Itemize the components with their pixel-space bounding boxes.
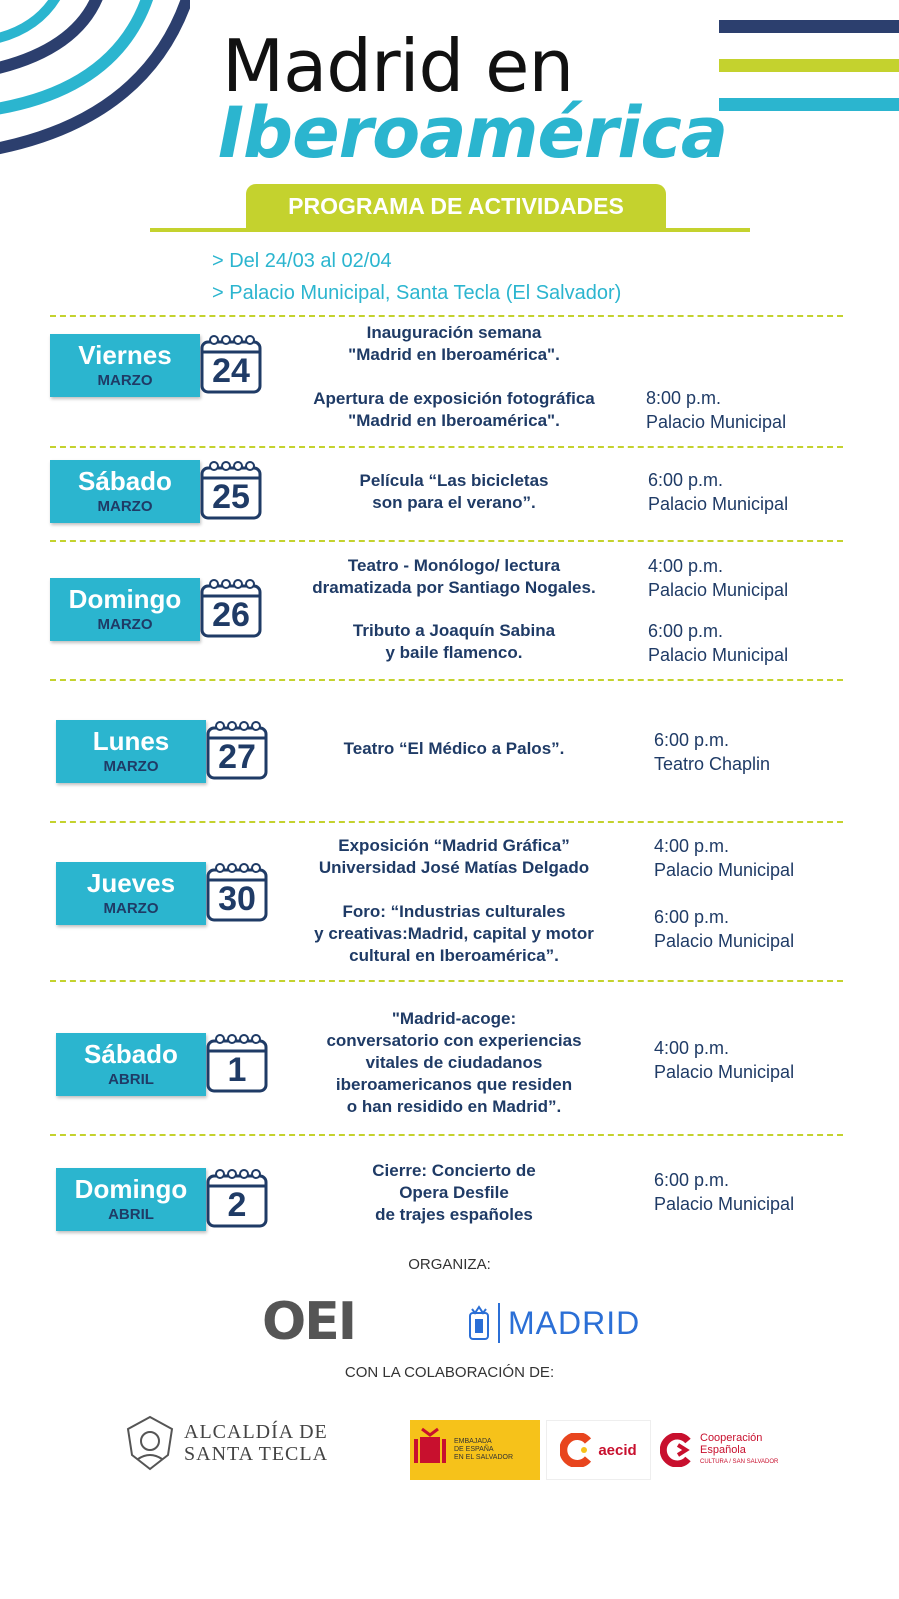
month-name: MARZO — [97, 372, 153, 389]
calendar-icon — [200, 578, 262, 638]
day-badge — [50, 578, 200, 641]
program-label: PROGRAMA DE ACTIVIDADES — [246, 184, 666, 229]
calendar-icon — [200, 334, 262, 394]
separator — [50, 679, 843, 681]
calendar-date: 1 — [227, 1051, 247, 1089]
decorative-arcs — [0, 0, 190, 170]
calendar-date: 26 — [212, 596, 250, 634]
calendar-icon — [206, 1168, 268, 1228]
dates-text: > Del 24/03 al 02/04 — [212, 250, 392, 272]
day-name: Jueves — [86, 868, 176, 898]
separator — [50, 446, 843, 448]
calendar-icon — [206, 1033, 268, 1093]
calendar-date: 2 — [227, 1186, 247, 1224]
day-badge — [56, 720, 206, 783]
alcaldia-line-1: ALCALDÍA DE — [184, 1421, 328, 1443]
activity-text: "Madrid-acoge: conversatorio con experiencias vitales de ciudadanos iberoamericanos que residen o han residido en Madrid”. — [326, 1009, 582, 1116]
title-line-1: Madrid en — [222, 24, 574, 108]
venue-text: > Palacio Municipal, Santa Tecla (El Salvador) — [212, 282, 622, 304]
day-badge — [56, 1033, 206, 1096]
calendar-date: 30 — [218, 880, 256, 918]
calendar-icon — [200, 460, 262, 520]
santa-tecla-crest-icon — [124, 1415, 176, 1471]
day-name: Sábado — [84, 1039, 178, 1069]
day-name: Domingo — [68, 584, 182, 614]
separator — [50, 540, 843, 542]
colaboracion-label: CON LA COLABORACIÓN DE: — [344, 1364, 555, 1381]
activity-text: Teatro “El Médico a Palos”. — [343, 739, 565, 758]
calendar-date: 27 — [218, 738, 256, 776]
separator — [50, 821, 843, 823]
spain-coat-of-arms-icon — [410, 1425, 450, 1475]
coop-sub: CULTURA / SAN SALVADOR — [700, 1459, 779, 1465]
aecid-text: aecid — [598, 1441, 637, 1459]
aecid-logo — [546, 1420, 651, 1480]
cooperacion-c-icon — [660, 1433, 694, 1467]
activity-text: Foro: “Industrias culturales y creativas:Madrid, capital y motor cultural en Iberoamérica”. — [314, 902, 594, 965]
day-name: Lunes — [92, 726, 170, 756]
day-badge — [50, 334, 200, 397]
activity-time: 6:00 p.m. Teatro Chaplin — [654, 730, 771, 774]
cooperacion-espanola-logo — [660, 1420, 800, 1480]
month-name: ABRIL — [108, 1071, 154, 1088]
month-name: MARZO — [103, 900, 159, 917]
day-badge — [56, 862, 206, 925]
day-badge — [50, 460, 200, 523]
activity-time: 8:00 p.m. Palacio Municipal — [646, 388, 787, 432]
coop-line-2: Española — [700, 1444, 746, 1456]
month-name: MARZO — [97, 616, 153, 633]
madrid-crest-icon — [468, 1305, 490, 1341]
activity-text: Cierre: Concierto de Opera Desfile de trajes españoles — [372, 1161, 536, 1224]
calendar-icon — [206, 862, 268, 922]
activity-text: Inauguración semana "Madrid en Iberoamérica". — [348, 323, 560, 364]
alcaldia-logo — [124, 1415, 328, 1471]
day-name: Domingo — [74, 1174, 188, 1204]
aecid-c-icon — [560, 1433, 594, 1467]
activity-time: 6:00 p.m. Palacio Municipal — [654, 907, 795, 951]
embajada-text: EMBAJADA DE ESPAÑA EN EL SALVADOR — [454, 1438, 514, 1461]
activity-text: Teatro - Monólogo/ lectura dramatizada por Santiago Nogales. — [312, 556, 596, 597]
coop-line-1: Cooperación — [700, 1432, 763, 1444]
organiza-label: ORGANIZA: — [408, 1256, 491, 1273]
calendar-icon — [206, 720, 268, 780]
activity-text: Apertura de exposición fotográfica "Madrid en Iberoamérica". — [313, 389, 595, 430]
oei-logo: OEI — [262, 1292, 356, 1352]
month-name: MARZO — [97, 498, 153, 515]
embajada-logo — [410, 1420, 540, 1480]
madrid-logo — [468, 1300, 640, 1346]
activity-time: 6:00 p.m. Palacio Municipal — [654, 1170, 795, 1214]
calendar-date: 25 — [212, 478, 250, 516]
activity-text: Tributo a Joaquín Sabina y baile flamenco. — [352, 621, 556, 662]
month-name: ABRIL — [108, 1206, 154, 1223]
activity-text: Exposición “Madrid Gráfica” Universidad José Matías Delgado — [318, 836, 590, 877]
activity-time: 4:00 p.m. Palacio Municipal — [654, 836, 795, 880]
alcaldia-line-2: SANTA TECLA — [184, 1443, 329, 1465]
day-name: Sábado — [78, 466, 172, 496]
title-line-2: Iberoamérica — [218, 92, 728, 174]
activity-time: 4:00 p.m. Palacio Municipal — [654, 1038, 795, 1082]
month-name: MARZO — [103, 758, 159, 775]
separator — [50, 980, 843, 982]
calendar-date: 24 — [212, 352, 250, 390]
program-underline — [150, 228, 750, 232]
day-badge — [56, 1168, 206, 1231]
activity-time: 6:00 p.m. Palacio Municipal — [648, 621, 789, 665]
separator — [50, 315, 843, 317]
activity-time: 4:00 p.m. Palacio Municipal — [648, 556, 789, 600]
decorative-bars — [719, 20, 899, 137]
day-name: Viernes — [78, 340, 172, 370]
activity-time: 6:00 p.m. Palacio Municipal — [648, 470, 789, 514]
separator — [50, 1134, 843, 1136]
activity-text: Película “Las bicicletas son para el verano”. — [359, 471, 549, 512]
program-banner — [150, 184, 750, 236]
madrid-logo-text: MADRID — [508, 1304, 641, 1341]
